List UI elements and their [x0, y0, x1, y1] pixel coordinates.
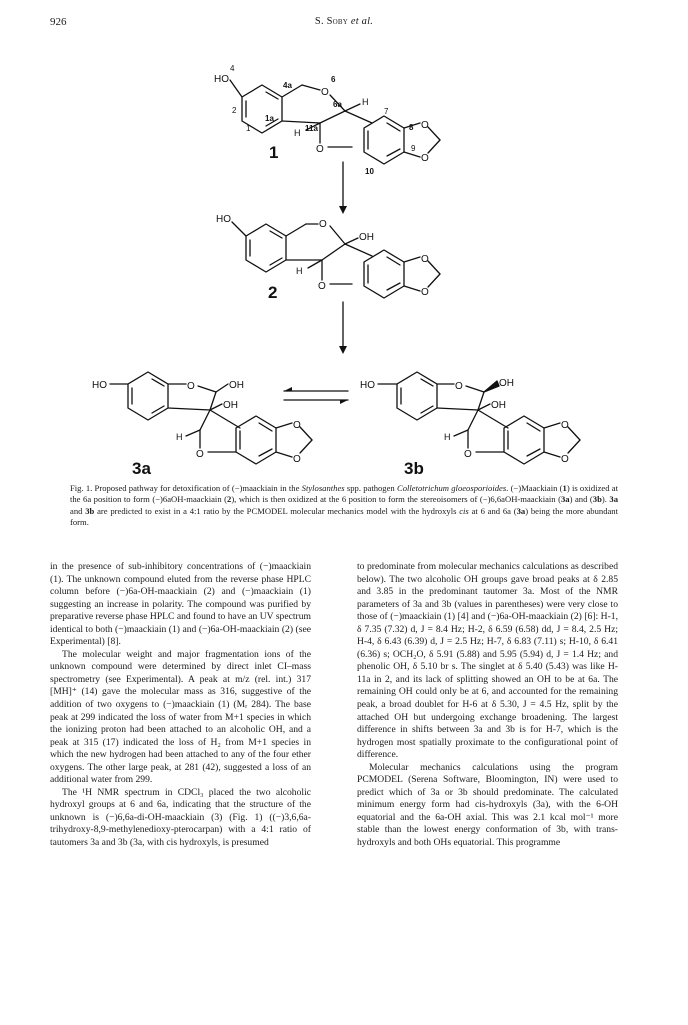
caption-pathogen: Colletotrichum gloeosporioides	[396, 483, 507, 493]
atom-label: O	[321, 87, 329, 98]
caption-genus: Stylosanthes	[301, 483, 345, 493]
caption-text: ) being the more abundant form.	[70, 505, 618, 528]
atom-number: 4a	[283, 81, 292, 90]
caption-text: ) and (	[569, 494, 593, 505]
compound-number-2: 2	[268, 283, 278, 302]
atom-label: O	[421, 153, 429, 164]
atom-label: OH	[491, 400, 506, 411]
atom-label: OH	[223, 400, 238, 411]
atom-label: H	[362, 97, 369, 107]
atom-label: H	[176, 432, 183, 442]
structure-6aOH-maackiain	[232, 222, 440, 298]
body-paragraph: Molecular mechanics calculations using the program PCMODEL (Serena Software, Bloomington, IN) were used to predict which of 3a or 3b should predominate. The calculated minimum energy form had cis-hydroxyls (3a), with the 6-OH equatorial and the 6a-OH axial. This was 2.1 kcal mol⁻¹ more stable than the lowest energy conformation of 3b, with trans-hydroxyls and both OHs equatorial. This programme	[357, 761, 618, 849]
atom-label: H	[294, 128, 301, 138]
atom-number: 4	[230, 64, 235, 73]
body-paragraph: The ¹H NMR spectrum in CDCl₃ placed the two alcoholic hydroxyl groups at 6 and 6a, indicating that the structure of the unknown is (−)6,6a-di-OH-maackiain (3) (Fig. 1) ((−)3,6,6a-trihydroxy-8,9-methylenedioxy-pterocarpan) with a 4:1 ratio of tautomers 3a and 3b (3a, with cis hydroxyls, is presumed	[50, 786, 311, 849]
atom-label: O	[187, 381, 195, 392]
caption-compound-ref: 3a	[516, 505, 526, 516]
labels-compound-2	[216, 214, 429, 298]
caption-text: are predicted to exist in a 4:1 ratio by the PCMODEL molecular mechanics model with the hydroxyls	[94, 505, 460, 516]
caption-compound-ref: 3b	[85, 505, 95, 516]
caption-text: Fig. 1. Proposed pathway for detoxification of (−)maackiain in the	[70, 483, 302, 493]
figure-1	[0, 0, 688, 480]
atom-label: O	[421, 287, 429, 298]
body-paragraph: The molecular weight and major fragmentation ions of the unknown compound were determined by direct inlet CI–mass spectrometry (see Experimental). A peak at m/z (rel. int.) 317 [MH]⁺ (14) gave the molecular mass as 316, suggestive of the addition of two oxygens to (−)maackiain (1) (Mᵣ 284). The base peak at 299 indicated the loss of water from M+1 species in which the ionizing proton had been attached to an alcoholic OH, and a peak at 315 (17) indicated the loss of H₂ from M+1 species in which the new hydrogen had been attached to any of the four ether oxygens. The other large peak, at 281 (42), suggested a loss of an additional water from 299.	[50, 648, 311, 786]
atom-number: 7	[384, 107, 389, 116]
body-column-right	[357, 561, 618, 850]
labels-compound-1	[214, 64, 429, 176]
caption-text: spp. pathogen	[344, 483, 397, 493]
labels-compound-3b	[360, 378, 569, 465]
body-column-left	[50, 561, 311, 850]
atom-label: O	[421, 120, 429, 131]
caption-text: . (−)Maackiain (	[506, 483, 563, 493]
atom-label: H	[444, 432, 451, 442]
caption-compound-ref: 2	[227, 494, 232, 505]
atom-label: OH	[229, 380, 244, 391]
atom-number: 9	[411, 144, 416, 153]
running-head-et-al: et al.	[350, 16, 374, 27]
atom-number: 6	[331, 75, 336, 84]
atom-label: HO	[360, 380, 375, 391]
atom-label: O	[318, 281, 326, 292]
atom-label: O	[293, 454, 301, 465]
atom-label: HO	[92, 380, 107, 391]
atom-number: 1a	[265, 114, 274, 123]
atom-number: 6a	[333, 100, 342, 109]
atom-label: H	[296, 266, 303, 276]
figure-caption	[70, 483, 618, 529]
body-paragraph: in the presence of sub-inhibitory concentrations of (−)maackiain (1). The unknown compound eluted from the reverse phase HPLC column before (−)6a-OH-maackiain (2) and (−)maackiain (1) suggesting an increase in polarity. The compound was purified by preparative reverse phase HPLC and found to have an UV spectrum identical to both (−)maackiain (1) and (−)6a-OH-maackiain (2) (see Experimental) [8].	[50, 561, 311, 648]
compound-number-3b: 3b	[404, 459, 424, 478]
equilibrium-arrows	[284, 387, 348, 404]
caption-cis: cis	[459, 505, 469, 516]
page-number: 926	[50, 16, 67, 28]
atom-label: O	[561, 454, 569, 465]
body-paragraph: to predominate from molecular mechanics calculations as described below). The two alcoholic OH groups gave broad peaks at δ 2.85 and 3.85 in the predominant tautomer 3a. Most of the NMR parameters of 3a and 3b (values in parentheses) were very close to those of (−)maackiain (1) [4] and (−)6a-OH-maackiain (2) [6]: H-1, δ 7.35 (7.32) d, J = 8.4 Hz; H-2, δ 6.59 (6.58) dd, J = 8.4, 2.5 Hz; H-4, δ 6.43 (6.39) d, J = 2.5 Hz; H-7, δ 6.83 (7.11) s; H-10, δ 6.41 (6.36) s; OCH₂O, δ 5.91 (5.88) and 5.95 (5.94) d, J = 1.4 Hz; and phenolic OH, δ 5.10 br s. The singlet at δ 5.40 (5.43) was like H-11a in 2, and its lack of splitting showed an OH to be at 6a. The remaining OH could only be at 6, and accounted for the remaining peak, a broad doublet for H-6 at δ 5.30, J = 4.5 Hz, split by the attached OH but undergoing exchange broadening. The largest difference in shifts between 3a and 3b is for H-7, which is the hydrogen most spatially proximate to the configurational point of difference.	[357, 561, 618, 761]
atom-number: 2	[232, 106, 237, 115]
atom-label: O	[464, 449, 472, 460]
compound-number-1: 1	[269, 143, 279, 162]
atom-label: O	[455, 381, 463, 392]
caption-text: at 6 and 6a (	[468, 505, 517, 516]
caption-text: ), which is then oxidized at the 6 position to form the stereoisomers of (−)6,6aOH-maackiain (	[231, 494, 561, 505]
atom-label: OH	[499, 378, 514, 389]
reaction-scheme	[0, 0, 688, 480]
atom-label: HO	[216, 214, 231, 225]
atom-label: O	[421, 254, 429, 265]
caption-text: ).	[601, 494, 610, 505]
atom-number: 10	[365, 167, 374, 176]
caption-compound-ref: 3a	[609, 494, 618, 505]
running-head-author: S. Soby	[314, 16, 349, 27]
atom-label: O	[316, 144, 324, 155]
compound-number-3a: 3a	[132, 459, 151, 478]
atom-number: 8	[409, 123, 414, 132]
atom-label: O	[196, 449, 204, 460]
atom-label: O	[319, 219, 327, 230]
caption-compound-ref: 3b	[592, 494, 602, 505]
atom-label: HO	[214, 74, 229, 85]
structure-maackiain	[230, 80, 440, 164]
caption-text: and	[70, 505, 86, 516]
labels-compound-3a	[92, 380, 301, 465]
structure-3b	[378, 372, 580, 464]
atom-label: OH	[359, 232, 374, 243]
caption-compound-ref: 1	[562, 483, 567, 493]
atom-label: O	[561, 420, 569, 431]
caption-compound-ref: 3a	[560, 494, 570, 505]
atom-number: 11a	[305, 124, 318, 133]
atom-number: 1	[246, 124, 251, 133]
atom-label: O	[293, 420, 301, 431]
caption-text: ) is oxidized at the 6a position to form (−)6aOH-maackiain (	[70, 483, 618, 505]
structure-3a	[110, 372, 312, 464]
